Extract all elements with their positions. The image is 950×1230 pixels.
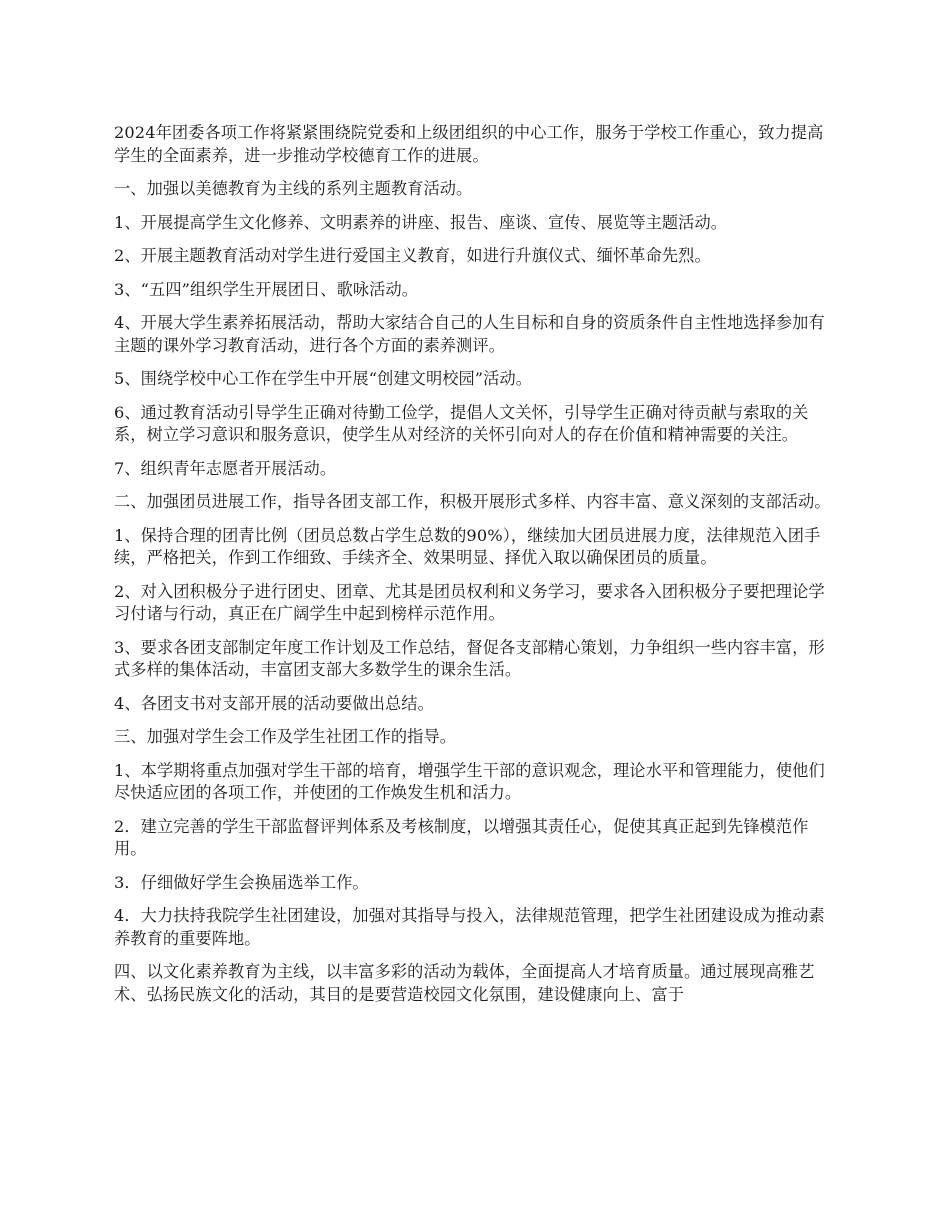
list-item: 2．建立完善的学生干部监督评判体系及考核制度，以增强其责任心，促使其真正起到先锋模范作用。 [114, 816, 809, 858]
section-heading-4: 四、以文化素养教育为主线，以丰富多彩的活动为载体，全面提高人才培育质量。通过展现高雅艺术、弘扬民族文化的活动，其目的是要营造校园文化氛围，建设健康向上、富于 [114, 962, 815, 1004]
list-item: 4、开展大学生素养拓展活动，帮助大家结合自己的人生目标和自身的资质条件自主性地选择参加有主题的课外学习教育活动，进行各个方面的素养测评。 [114, 313, 825, 355]
list-item: 2、开展主题教育活动对学生进行爱国主义教育，如进行升旗仪式、缅怀革命先烈。 [114, 246, 711, 265]
list-item: 6、通过教育活动引导学生正确对待勤工俭学，提倡人文关怀，引导学生正确对待贡献与索取的关系，树立学习意识和服务意识，使学生从对经济的关怀引向对人的存在价值和精神需要的关注。 [114, 402, 809, 444]
section-heading-1: 一、加强以美德教育为主线的系列主题教育活动。 [114, 179, 473, 198]
list-item: 5、围绕学校中心工作在学生中开展“创建文明校园”活动。 [114, 369, 533, 388]
document-body [114, 122, 836, 1017]
list-item: 3、“五四”组织学生开展团日、歌咏活动。 [114, 279, 419, 299]
list-item: 2、对入团积极分子进行团史、团章、尤其是团员权利和义务学习，要求各入团积极分子要把理论学习付诸与行动，真正在广阔学生中起到榜样示范作用。 [114, 581, 825, 623]
list-item: 4、各团支书对支部开展的活动要做出总结。 [114, 693, 434, 713]
list-item: 3、要求各团支部制定年度工作计划及工作总结，督促各支部精心策划，力争组织一些内容丰富，形式多样的集体活动，丰富团支部大多数学生的课余生活。 [114, 637, 825, 679]
list-item: 4．大力扶持我院学生社团建设，加强对其指导与投入，法律规范管理，把学生社团建设成为推动素养教育的重要阵地。 [114, 906, 825, 948]
section-heading-2: 二、加强团员进展工作，指导各团支部工作，积极开展形式多样、内容丰富、意义深刻的支部活动。 [114, 492, 831, 511]
list-item: 3．仔细做好学生会换届选举工作。 [114, 872, 369, 892]
intro-paragraph: 2024年团委各项工作将紧紧围绕院党委和上级团组织的中心工作，服务于学校工作重心，致力提高学生的全面素养，进一步推动学校德育工作的进展。 [114, 123, 824, 165]
list-item: 1、开展提高学生文化修养、文明素养的讲座、报告、座谈、宣传、展览等主题活动。 [114, 212, 728, 232]
list-item: 7、组织青年志愿者开展活动。 [114, 458, 337, 478]
section-heading-3: 三、加强对学生会工作及学生社团工作的指导。 [114, 727, 457, 746]
list-item: 1、保持合理的团青比例（团员总数占学生总数的90%），继续加大团员进展力度，法律规范入团手续，严格把关，作到工作细致、手续齐全、效果明显、择优入取以确保团员的质量。 [114, 525, 821, 567]
list-item: 1、本学期将重点加强对学生干部的培育，增强学生干部的意识观念，理论水平和管理能力，使他们尽快适应团的各项工作，并使团的工作焕发生机和活力。 [114, 760, 825, 802]
